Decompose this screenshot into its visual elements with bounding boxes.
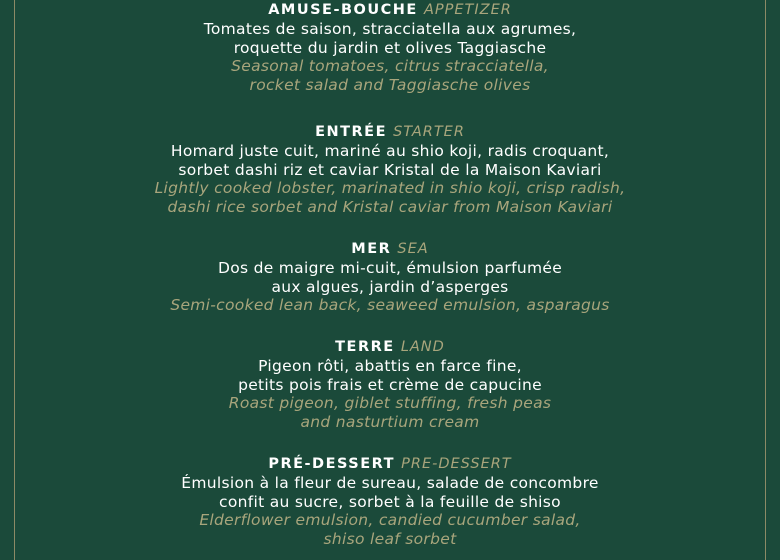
description-fr-line: sorbet dashi riz et caviar Kristal de la Maison Kaviari bbox=[178, 160, 602, 179]
course-title-en: SEA bbox=[397, 241, 429, 257]
description-en-line: rocket salad and Taggiasche olives bbox=[249, 75, 531, 94]
description-en-line: Lightly cooked lobster, marinated in shio koji, crisp radish, bbox=[154, 179, 626, 197]
course-title-en: PRE-DESSERT bbox=[401, 456, 512, 472]
description-en-line: Seasonal tomatoes, citrus stracciatella, bbox=[231, 57, 549, 75]
description-en-line: and nasturtium cream bbox=[300, 412, 480, 431]
description-en-line: shiso leaf sorbet bbox=[323, 529, 457, 548]
course-title bbox=[0, 0, 780, 20]
description-fr-line: aux algues, jardin d’asperges bbox=[271, 277, 509, 296]
description-en-line: Semi-cooked lean back, seaweed emulsion, asparagus bbox=[170, 296, 610, 314]
description-en-line: Elderflower emulsion, candied cucumber salad, bbox=[199, 511, 581, 529]
description-en-line: dashi rice sorbet and Kristal caviar from Maison Kaviari bbox=[167, 197, 613, 216]
course-title-en: STARTER bbox=[393, 124, 465, 140]
course-entree bbox=[0, 122, 780, 216]
course-title-fr: ENTRÉE bbox=[315, 124, 387, 140]
course-title-fr: PRÉ-DESSERT bbox=[268, 456, 396, 472]
course-title-en: APPETIZER bbox=[423, 2, 512, 18]
description-fr-line: petits pois frais et crème de capucine bbox=[238, 375, 542, 394]
course-title-fr: TERRE bbox=[335, 339, 395, 355]
description-fr-line: Homard juste cuit, mariné au shio koji, radis croquant, bbox=[170, 142, 610, 160]
course-pre-dessert bbox=[0, 454, 780, 548]
course-amuse-bouche bbox=[0, 0, 780, 94]
course-title-fr: AMUSE-BOUCHE bbox=[268, 2, 418, 18]
course-mer bbox=[0, 239, 780, 315]
course-title bbox=[0, 122, 780, 142]
course-title bbox=[0, 337, 780, 357]
course-title bbox=[0, 239, 780, 259]
description-fr-line: Émulsion à la fleur de sureau, salade de concombre bbox=[181, 474, 599, 492]
course-title-en: LAND bbox=[400, 339, 445, 355]
course-title bbox=[0, 454, 780, 474]
course-title-fr: MER bbox=[351, 241, 392, 257]
description-fr-line: Dos de maigre mi-cuit, émulsion parfumée bbox=[217, 259, 563, 277]
description-fr-line: roquette du jardin et olives Taggiasche bbox=[233, 38, 547, 57]
course-terre bbox=[0, 337, 780, 431]
description-fr-line: confit au sucre, sorbet à la feuille de shiso bbox=[219, 492, 561, 511]
description-en-line: Roast pigeon, giblet stuffing, fresh peas bbox=[228, 394, 552, 412]
description-fr-line: Pigeon rôti, abattis en farce fine, bbox=[258, 357, 522, 375]
description-fr-line: Tomates de saison, stracciatella aux agrumes, bbox=[203, 20, 577, 38]
